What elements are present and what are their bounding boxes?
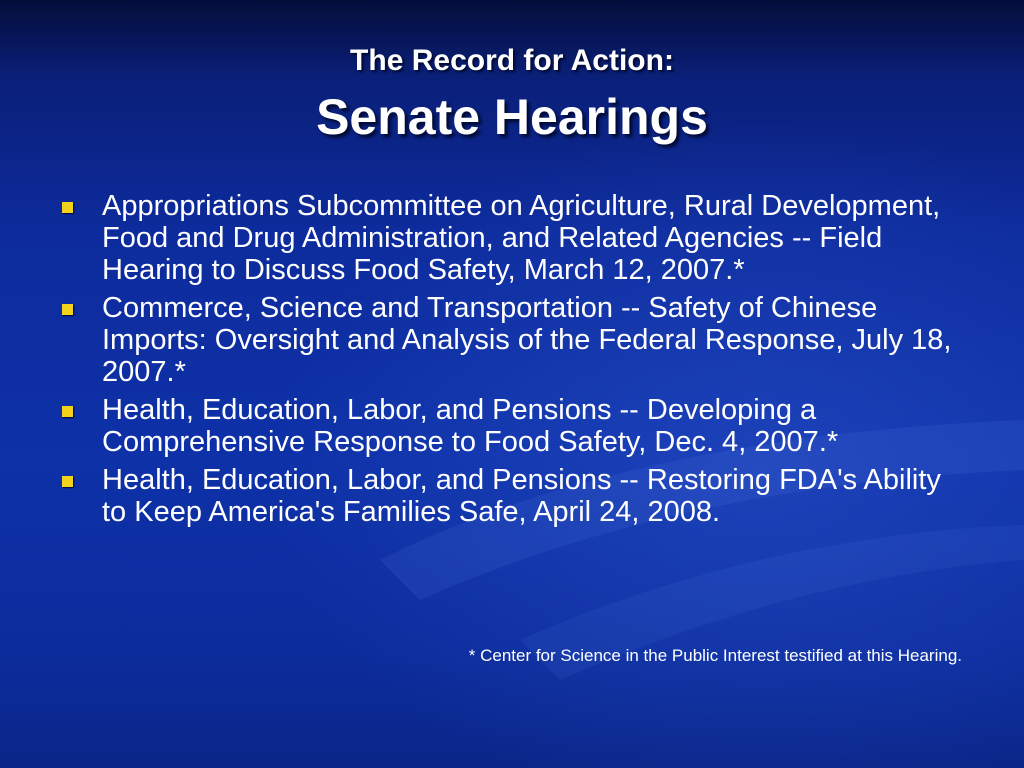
square-bullet-icon: [62, 406, 73, 417]
bullet-item: [62, 190, 952, 286]
bullet-item: [62, 394, 952, 458]
footnote: * Center for Science in the Public Interest testified at this Hearing.: [468, 646, 962, 665]
square-bullet-icon: [62, 202, 73, 213]
bullet-item: [62, 464, 952, 528]
square-bullet-icon: [62, 476, 73, 487]
bullet-text: Health, Education, Labor, and Pensions -- Restoring FDA's Ability to Keep America's Families Safe, April 24, 2008.: [102, 464, 941, 528]
square-bullet-icon: [62, 304, 73, 315]
bullet-list: [62, 190, 952, 534]
bullet-text: Commerce, Science and Transportation -- Safety of Chinese Imports: Oversight and Analysis of the Federal Response, July 18, 2007.*: [102, 292, 952, 388]
bullet-item: [62, 292, 952, 388]
slide-title-line2: Senate Hearings: [316, 89, 708, 145]
bullet-text: Health, Education, Labor, and Pensions -- Developing a Comprehensive Response to Food Safety, Dec. 4, 2007.*: [102, 394, 839, 458]
slide-title-line1: The Record for Action:: [350, 44, 674, 77]
bullet-text: Appropriations Subcommittee on Agriculture, Rural Development, Food and Drug Administration, and Related Agencies -- Field Hearing to Discuss Food Safety, March 12, 2007.*: [102, 190, 941, 286]
